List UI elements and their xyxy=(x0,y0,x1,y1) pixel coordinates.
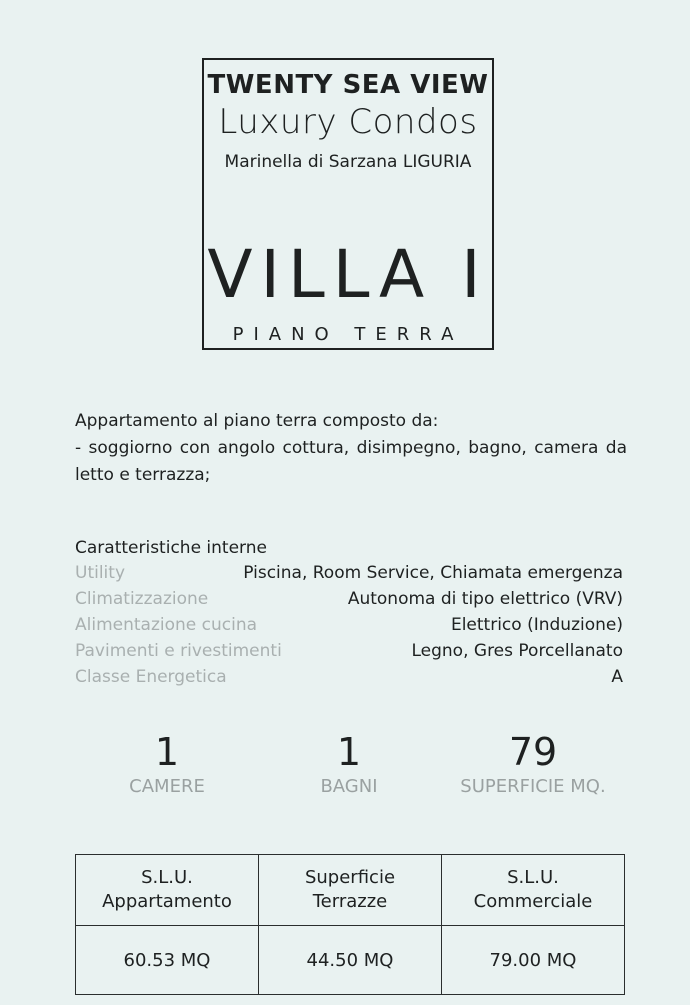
floor-label: PIANO TERRA xyxy=(232,324,464,345)
stat-surface-value: 79 xyxy=(508,730,558,774)
table-header-cell xyxy=(442,855,625,926)
brand-subtitle: Luxury Condos xyxy=(218,102,478,142)
feature-label: Alimentazione cucina xyxy=(75,615,258,635)
feature-value: Piscina, Room Service, Chiamata emergenza xyxy=(243,563,623,583)
table-row xyxy=(76,926,625,995)
feature-row xyxy=(75,586,623,612)
feature-label: Climatizzazione xyxy=(75,589,209,609)
feature-label: Utility xyxy=(75,563,126,583)
header-line: S.L.U. xyxy=(141,867,193,888)
table-header-cell xyxy=(76,855,259,926)
table-cell: 60.53 MQ xyxy=(76,926,259,995)
table-cell: 79.00 MQ xyxy=(442,926,625,995)
stat-rooms-value: 1 xyxy=(154,730,180,774)
villa-name: VILLA I xyxy=(207,236,489,313)
header-line: Commerciale xyxy=(473,891,593,912)
feature-row xyxy=(75,612,623,638)
stat-surface-label: SUPERFICIE MQ. xyxy=(460,776,606,797)
feature-value: Legno, Gres Porcellanato xyxy=(411,641,623,661)
description xyxy=(75,408,627,489)
features-title: Caratteristiche interne xyxy=(75,538,267,558)
stat-baths xyxy=(259,730,439,797)
table-header-row xyxy=(76,855,625,926)
header-line: Superficie xyxy=(304,867,396,888)
stat-rooms-label: CAMERE xyxy=(129,776,205,797)
features-list xyxy=(75,536,623,690)
brand-name: TWENTY SEA VIEW xyxy=(207,70,489,100)
stat-rooms xyxy=(77,730,257,797)
header-line: Appartamento xyxy=(102,891,232,912)
header-line: Terrazze xyxy=(312,891,388,912)
header-line: S.L.U. xyxy=(507,867,559,888)
feature-row xyxy=(75,664,623,690)
feature-row xyxy=(75,638,623,664)
feature-value: A xyxy=(611,667,623,687)
description-intro: Appartamento al piano terra composto da: xyxy=(75,411,439,431)
description-rooms: - soggiorno con angolo cottura, disimpegno, bagno, camera da letto e terrazza; xyxy=(75,438,627,485)
feature-label: Classe Energetica xyxy=(75,667,227,687)
feature-label: Pavimenti e rivestimenti xyxy=(75,641,282,661)
stat-baths-label: BAGNI xyxy=(320,776,378,797)
feature-value: Elettrico (Induzione) xyxy=(450,615,623,635)
feature-value: Autonoma di tipo elettrico (VRV) xyxy=(347,589,623,609)
feature-row xyxy=(75,560,623,586)
stat-surface xyxy=(443,730,623,797)
table-cell: 44.50 MQ xyxy=(259,926,442,995)
stat-baths-value: 1 xyxy=(336,730,362,774)
areas-table xyxy=(75,854,625,995)
location: Marinella di Sarzana LIGURIA xyxy=(224,152,472,172)
title-box xyxy=(202,58,494,350)
table-header-cell xyxy=(259,855,442,926)
